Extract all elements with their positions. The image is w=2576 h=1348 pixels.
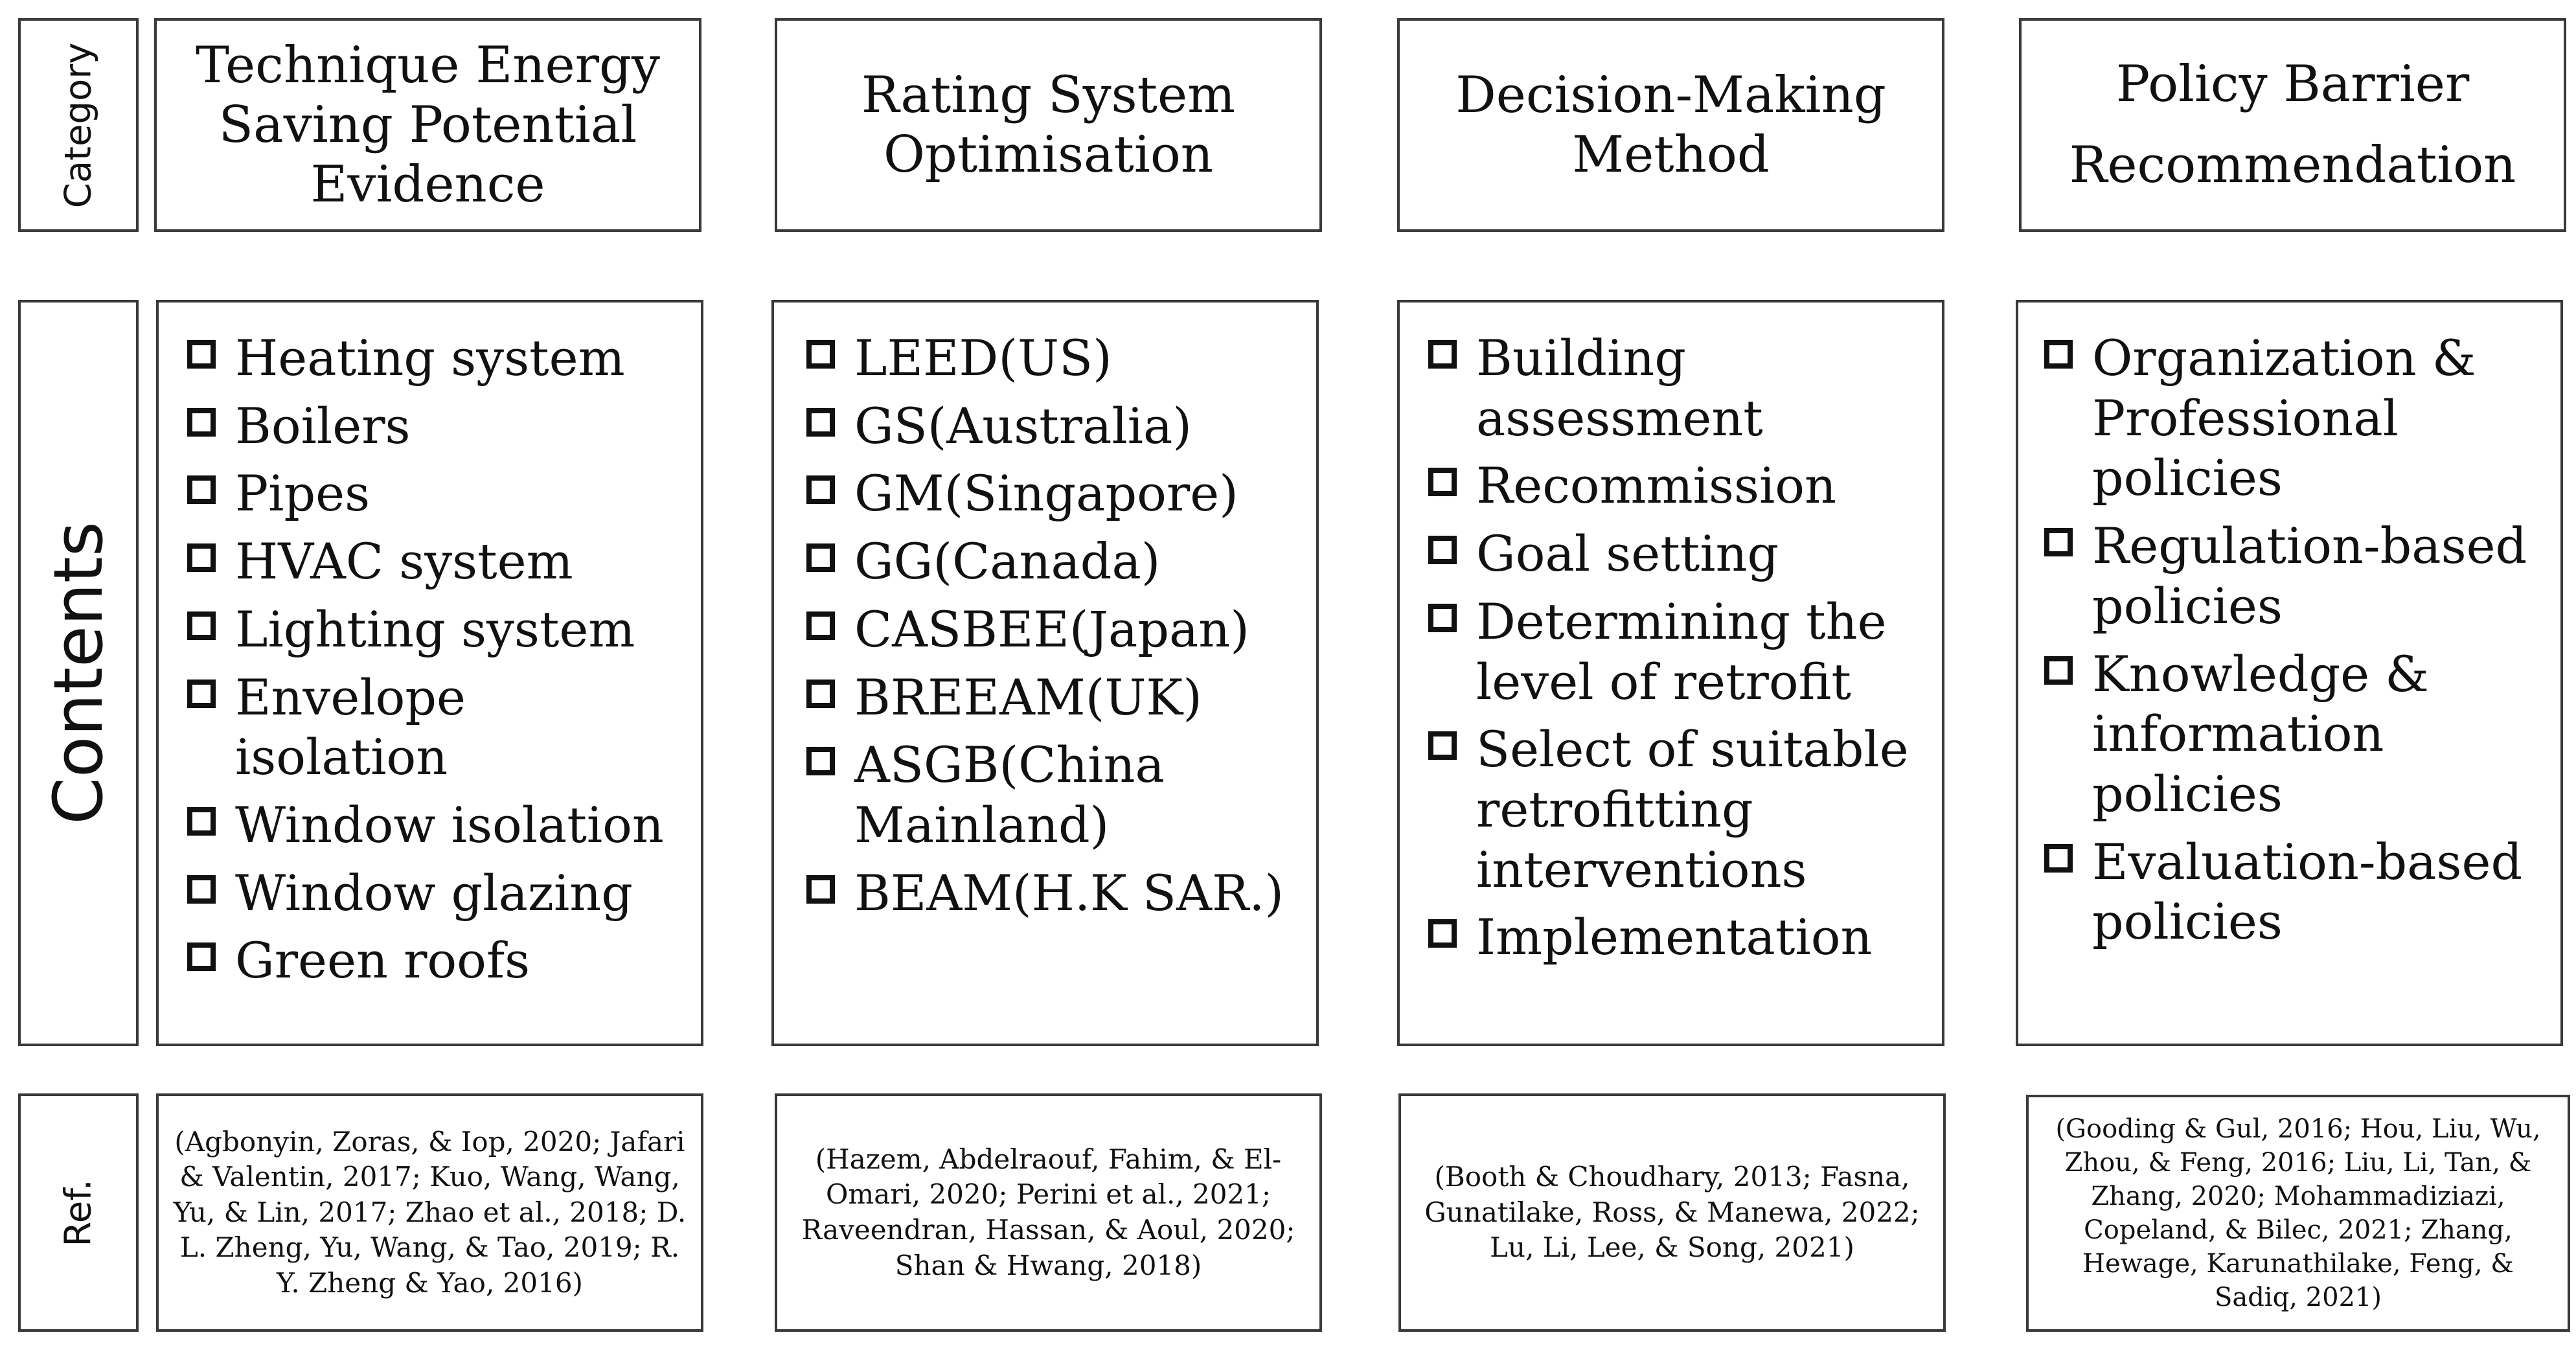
category-heading-rating <box>775 18 1322 232</box>
contents-list-decision <box>1428 328 1929 968</box>
list-item: Lighting system <box>187 600 701 660</box>
list-item: GG(Canada) <box>806 532 1303 592</box>
checkbox-icon <box>1428 468 1457 496</box>
contents-list-rating <box>806 328 1303 923</box>
checkbox-icon <box>806 543 835 572</box>
checkbox-icon <box>187 408 216 437</box>
checkbox-icon <box>187 680 216 708</box>
list-item: Knowledge & information policies <box>2044 645 2541 825</box>
checkbox-icon <box>806 408 835 437</box>
list-item: HVAC system <box>187 532 701 592</box>
reference-text: (Agbonyin, Zoras, & Iop, 2020; Jafari & Valentin, 2017; Kuo, Wang, Wang, Yu, & Lin, 2017; Zhao et al., 2018; D. L. Zheng, Yu, Wang, & Tao, 2019; R. Y. Zheng & Yao, 2016) <box>173 1125 687 1299</box>
checkbox-icon <box>187 340 216 369</box>
category-heading-text: Rating System Optimisation <box>861 65 1236 184</box>
list-item: Boilers <box>187 396 701 457</box>
checkbox-icon <box>187 543 216 572</box>
category-heading-text: Decision-Making Method <box>1455 65 1886 184</box>
contents-list-technique <box>187 328 701 991</box>
checkbox-icon <box>187 807 216 836</box>
list-item: BEAM(H.K SAR.) <box>806 863 1303 924</box>
list-item: BREEAM(UK) <box>806 668 1303 728</box>
checkbox-icon <box>2044 340 2073 369</box>
contents-list-policy <box>2044 328 2541 952</box>
reference-text: (Booth & Choudhary, 2013; Fasna, Gunatilake, Ross, & Manewa, 2022; Lu, Li, Lee, & Song, 2021) <box>1424 1161 1920 1264</box>
checkbox-icon <box>187 611 216 640</box>
category-heading-technique <box>154 18 701 232</box>
row-label-category-box <box>18 18 139 232</box>
list-item: Evaluation-based policies <box>2044 832 2541 952</box>
checkbox-icon <box>1428 340 1457 369</box>
list-item: Implementation <box>1428 908 1929 968</box>
contents-box-technique <box>156 300 703 1046</box>
checkbox-icon <box>1428 731 1457 760</box>
checkbox-icon <box>806 747 835 775</box>
checkbox-icon <box>806 475 835 504</box>
reference-box-policy <box>2026 1095 2570 1332</box>
list-item: Building assessment <box>1428 328 1929 448</box>
checkbox-icon <box>187 875 216 904</box>
reference-text: (Hazem, Abdelraouf, Fahim, & El-Omari, 2020; Perini et al., 2021; Raveendran, Hassan, & Aoul, 2020; Shan & Hwang, 2018) <box>801 1143 1295 1281</box>
checkbox-icon <box>1428 604 1457 632</box>
checkbox-icon <box>187 942 216 971</box>
list-item: Organization & Professional policies <box>2044 328 2541 508</box>
list-item: ASGB(China Mainland) <box>806 735 1303 855</box>
list-item: LEED(US) <box>806 328 1303 389</box>
list-item: Heating system <box>187 328 701 389</box>
list-item: Green roofs <box>187 931 701 991</box>
checkbox-icon <box>806 611 835 640</box>
row-label-contents: Contents <box>39 521 119 825</box>
row-label-ref-box <box>18 1093 139 1332</box>
checkbox-icon <box>2044 656 2073 685</box>
list-item: Select of suitable retrofitting interventions <box>1428 720 1929 900</box>
row-label-ref: Ref. <box>57 1178 100 1247</box>
checkbox-icon <box>2044 844 2073 873</box>
checkbox-icon <box>1428 536 1457 564</box>
category-heading-policy <box>2019 18 2566 232</box>
checkbox-icon <box>1428 919 1457 948</box>
row-label-category: Category <box>57 42 100 208</box>
category-heading-decision <box>1397 18 1944 232</box>
list-item: Goal setting <box>1428 524 1929 584</box>
list-item: Window isolation <box>187 795 701 856</box>
list-item: GM(Singapore) <box>806 464 1303 524</box>
contents-box-rating <box>771 300 1319 1046</box>
category-heading-text: Policy Barrier Recommendation <box>2069 55 2516 194</box>
contents-box-policy <box>2016 300 2563 1046</box>
reference-box-decision <box>1398 1093 1946 1332</box>
row-label-contents-box <box>18 300 139 1046</box>
list-item: Regulation-based policies <box>2044 516 2541 636</box>
category-heading-text: Technique Energy Saving Potential Evidence <box>196 36 660 214</box>
list-item: Determining the level of retrofit <box>1428 592 1929 712</box>
list-item: GS(Australia) <box>806 396 1303 457</box>
checkbox-icon <box>806 875 835 904</box>
list-item: CASBEE(Japan) <box>806 600 1303 660</box>
reference-text: (Gooding & Gul, 2016; Hou, Liu, Wu, Zhou, & Feng, 2016; Liu, Li, Tan, & Zhang, 2020; Mohammadiziazi, Copeland, & Bilec, 2021; Zhang, Hewage, Karunathilake, Feng, & Sadiq, 2021) <box>2055 1114 2541 1312</box>
checkbox-icon <box>2044 528 2073 556</box>
contents-box-decision <box>1397 300 1944 1046</box>
checkbox-icon <box>806 340 835 369</box>
reference-box-rating <box>775 1093 1322 1332</box>
checkbox-icon <box>187 475 216 504</box>
list-item: Recommission <box>1428 456 1929 516</box>
list-item: Envelope isolation <box>187 668 701 788</box>
list-item: Window glazing <box>187 863 701 924</box>
checkbox-icon <box>806 680 835 708</box>
list-item: Pipes <box>187 464 701 524</box>
reference-box-technique <box>156 1093 703 1332</box>
